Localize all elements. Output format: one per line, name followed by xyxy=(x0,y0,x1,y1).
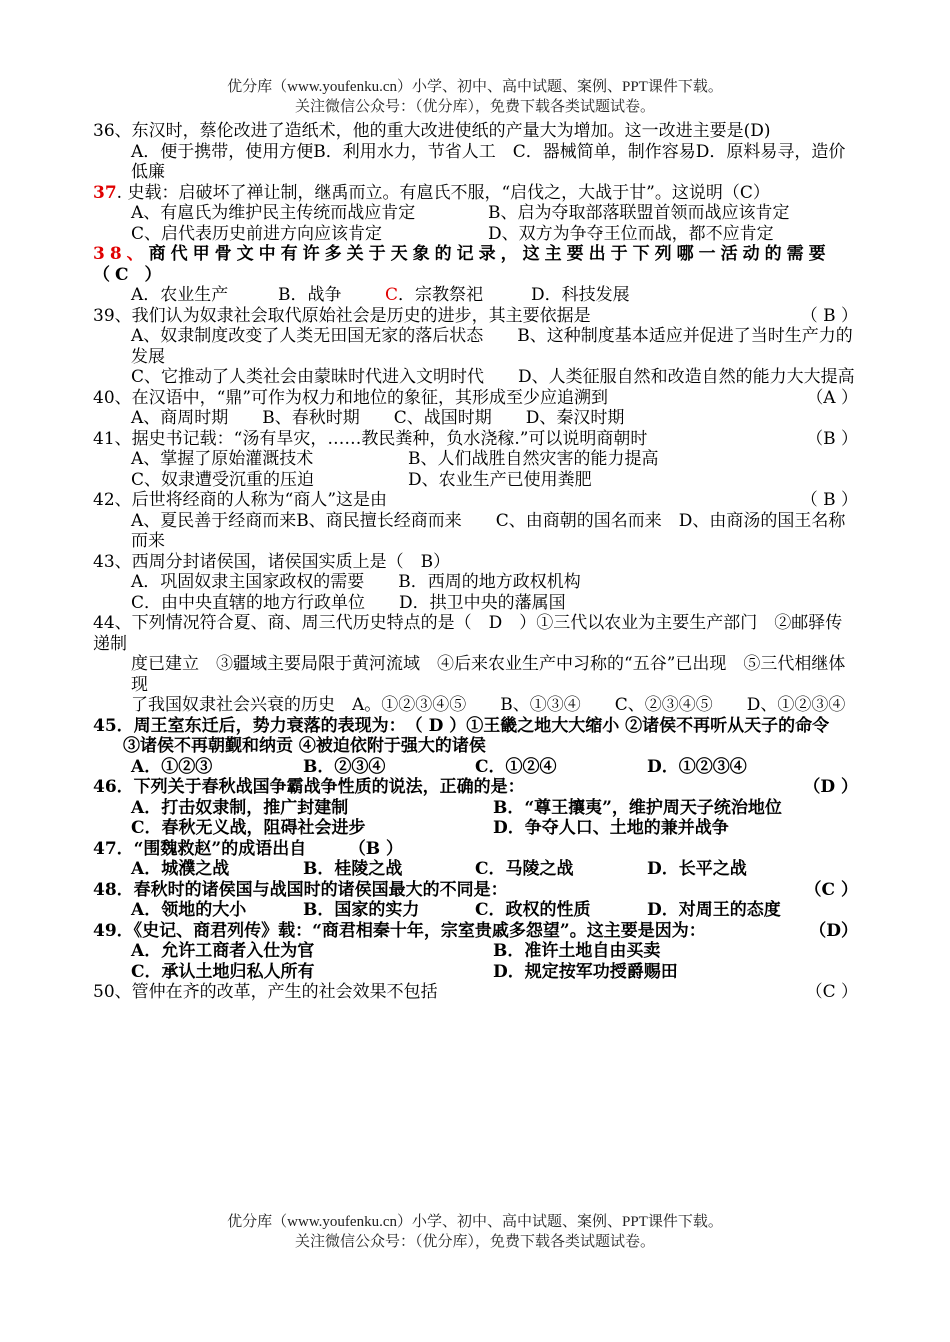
question-42-stem-line xyxy=(93,490,858,511)
question-47-option-d: D．长平之战 xyxy=(647,859,747,879)
question-48-option-d: D．对周王的态度 xyxy=(647,900,781,920)
question-40 xyxy=(93,388,858,429)
question-49-stem: 49．《史记、商君列传》载：“商君相秦十年，宗室贵戚多怨望”。这主要是因为： xyxy=(93,920,706,941)
question-40-options: A、商周时期 B、春秋时期 C、战国时期 D、秦汉时期 xyxy=(131,408,625,428)
question-47-options-row xyxy=(93,859,858,880)
question-46-stem-line xyxy=(93,777,858,798)
question-list xyxy=(93,121,858,1003)
page-footer xyxy=(0,1212,950,1252)
question-46-option-b: B．“尊王攘夷”，维护周天子统治地位 xyxy=(493,797,782,818)
question-37-options-row-2 xyxy=(93,224,858,245)
question-45-option-d: D．①②③④ xyxy=(647,756,747,777)
question-42 xyxy=(93,490,858,552)
question-41-option-d: D、农业生产已使用粪肥 xyxy=(408,469,592,490)
question-37-option-c: C、启代表历史前进方向应该肯定 xyxy=(131,223,383,244)
question-47-option-c: C．马陵之战 xyxy=(475,859,574,879)
question-36-options: A．便于携带，使用方便B．利用水力，节省人工 C．器械简单，制作容易D．原料易寻，造价低廉 xyxy=(131,141,846,182)
question-40-answer: （A ） xyxy=(806,387,858,408)
question-48-answer: （C ） xyxy=(804,879,858,900)
question-44-line-2: 度已建立 ③疆域主要局限于黄河流域 ④后来农业生产中习称的“五谷”已出现 ⑤三代相继体现 xyxy=(131,654,846,695)
question-38-text: 商代甲骨文中有许多关于天象的记录，这主要出于下列哪一活动的需要（C ） xyxy=(93,244,831,285)
question-38-stem xyxy=(93,244,858,285)
question-45-stem: 45．周王室东迁后，势力衰落的表现为： （ D ）①王畿之地大大缩小 ②诸侯不再听从天子的命令 xyxy=(93,715,830,736)
question-47-stem: 47．“围魏救赵”的成语出自 （B ） xyxy=(93,838,404,859)
question-37-number: 37 xyxy=(93,182,117,203)
question-36-stem: 36、东汉时，蔡伦改进了造纸术，他的重大改进使纸的产量大为增加。这一改进主要是(D) xyxy=(93,121,771,141)
header-line-2: 关注微信公众号：（优分库），免费下载各类试题试卷。 xyxy=(294,99,655,115)
question-47-option-a: A．城濮之战 xyxy=(131,859,230,879)
question-42-options: A、夏民善于经商而来B、商民擅长经商而来 C、由商朝的国名而来 D、由商汤的国王名称而来 xyxy=(131,510,846,551)
footer-line-2: 关注微信公众号：（优分库），免费下载各类试题试卷。 xyxy=(294,1234,655,1250)
question-41-option-a: A、掌握了原始灌溉技术 xyxy=(131,449,314,469)
question-50-answer: （C ） xyxy=(805,982,858,1002)
question-37-stem xyxy=(93,183,858,204)
question-39 xyxy=(93,306,858,388)
footer-line-1: 优分库（www.youfenku.cn）小学、初中、高中试题、案例、PPT课件下载。 xyxy=(227,1214,723,1230)
question-41-options-row-1 xyxy=(93,449,858,470)
question-47-option-b: B．桂陵之战 xyxy=(303,859,403,879)
question-38-option-c-text: ．宗教祭祀 xyxy=(398,285,484,305)
question-46-option-d: D．争夺人口、土地的兼并战争 xyxy=(493,818,729,838)
question-37-option-a: A、有扈氏为维护民主传统而战应肯定 xyxy=(131,203,416,223)
question-39-stem: 39、我们认为奴隶社会取代原始社会是历史的进步，其主要依据是 xyxy=(93,305,591,326)
question-39-stem-line xyxy=(93,306,858,327)
question-38-option-c xyxy=(385,285,531,306)
question-44-stem: 44、下列情况符合夏、商、周三代历史特点的是（ D ）①三代以农业为主要生产部门 ②邮驿传递制 xyxy=(93,613,843,654)
question-43 xyxy=(93,552,858,614)
question-37 xyxy=(93,183,858,245)
question-38-number: 38、 xyxy=(93,244,149,264)
question-39-options-ab: A、奴隶制度改变了人类无田国无家的落后状态 B、这种制度基本适应并促进了当时生产力的发展 xyxy=(131,326,853,367)
question-41-options-row-2 xyxy=(93,470,858,491)
question-48-options-row xyxy=(93,900,858,921)
question-44 xyxy=(93,613,858,716)
question-37-option-b: B、启为夺取部落联盟首领而战应该肯定 xyxy=(488,203,790,223)
question-47 xyxy=(93,839,858,880)
question-49-options-row-2 xyxy=(93,962,858,983)
question-49-options-row-1 xyxy=(93,941,858,962)
question-38-option-a: A．农业生产 xyxy=(131,285,229,305)
question-39-answer: （ B ） xyxy=(800,305,858,326)
question-38-option-b: B．战争 xyxy=(278,285,342,305)
question-49-option-b: B．准许土地自由买卖 xyxy=(493,941,661,961)
question-42-stem: 42、后世将经商的人称为“商人”这是由 xyxy=(93,490,388,510)
question-49-option-a: A．允许工商者入仕为官 xyxy=(131,941,315,961)
question-45 xyxy=(93,716,858,778)
question-49-stem-line xyxy=(93,921,858,942)
question-40-stem: 40、在汉语中，“鼎”可作为权力和地位的象征，其形成至少应追溯到 xyxy=(93,387,609,408)
question-48-stem: 48．春秋时的诸侯国与战国时的诸侯国最大的不同是： xyxy=(93,879,508,900)
question-46-answer: （D ） xyxy=(803,777,858,797)
question-43-options-ab: A．巩固奴隶主国家政权的需要 B．西周的地方政权机构 xyxy=(131,572,581,592)
question-41-stem-line xyxy=(93,429,858,450)
question-45-option-a: A．①②③ xyxy=(131,756,213,777)
question-48 xyxy=(93,880,858,921)
question-42-answer: （ B ） xyxy=(800,490,858,510)
question-37-options-row-1 xyxy=(93,203,858,224)
question-44-line-3: 了我国奴隶社会兴衰的历史 A。①②③④⑤ B、①③④ C、②③④⑤ D、①②③④ xyxy=(131,695,846,715)
question-45-option-b: B．②③④ xyxy=(303,756,386,777)
question-49-answer: （D） xyxy=(809,920,858,941)
question-37-option-d: D、双方为争夺王位而战，都不应肯定 xyxy=(488,223,774,244)
question-41-option-b: B、人们战胜自然灾害的能力提高 xyxy=(408,449,659,469)
question-37-text: . 史载：启破坏了禅让制，继禹而立。有扈氏不服，“启伐之，大战于甘”。这说明（C） xyxy=(116,182,770,203)
question-48-option-b: B．国家的实力 xyxy=(303,900,420,920)
question-48-option-a: A．领地的大小 xyxy=(131,900,247,920)
question-45-line-2: ③诸侯不再朝觐和纳贡 ④被迫依附于强大的诸侯 xyxy=(123,736,486,756)
question-38 xyxy=(93,244,858,306)
question-45-options-row xyxy=(93,757,858,778)
question-45-option-c: C．①②④ xyxy=(475,756,557,777)
question-46 xyxy=(93,777,858,839)
question-50-stem-line xyxy=(93,982,858,1003)
question-38-option-d: D．科技发展 xyxy=(531,285,630,305)
question-43-options-cd: C．由中央直辖的地方行政单位 D．拱卫中央的藩属国 xyxy=(131,592,566,613)
question-48-option-c: C．政权的性质 xyxy=(475,900,591,920)
header-line-1: 优分库（www.youfenku.cn）小学、初中、高中试题、案例、PPT课件下载。 xyxy=(227,79,723,95)
question-49-option-c: C．承认土地归私人所有 xyxy=(131,961,315,982)
question-39-options-cd: C、它推动了人类社会由蒙昧时代进入文明时代 D、人类征服自然和改造自然的能力大大提高 xyxy=(131,367,855,387)
question-46-options-row-2 xyxy=(93,818,858,839)
question-46-options-row-1 xyxy=(93,798,858,819)
question-50 xyxy=(93,982,858,1003)
page-header xyxy=(0,77,950,117)
question-36 xyxy=(93,121,858,183)
question-41-answer: （B ） xyxy=(806,428,858,449)
question-43-stem: 43、西周分封诸侯国，诸侯国实质上是（ B） xyxy=(93,551,451,572)
question-46-stem: 46．下列关于春秋战国争霸战争性质的说法，正确的是： xyxy=(93,777,525,797)
question-38-options-row xyxy=(93,285,858,306)
question-50-stem: 50、管仲在齐的改革，产生的社会效果不包括 xyxy=(93,982,438,1002)
question-49 xyxy=(93,921,858,983)
question-38-option-c-letter: C xyxy=(385,285,399,305)
question-48-stem-line xyxy=(93,880,858,901)
question-41-stem: 41、据史书记载：“汤有旱灾，……教民粪种，负水浇稼.”可以说明商朝时 xyxy=(93,428,648,449)
question-46-option-a: A．打击奴隶制，推广封建制 xyxy=(131,797,349,818)
question-40-stem-line xyxy=(93,388,858,409)
question-49-option-d: D．规定按军功授爵赐田 xyxy=(493,961,678,982)
question-46-option-c: C．春秋无义战，阻碍社会进步 xyxy=(131,818,366,838)
question-41 xyxy=(93,429,858,491)
question-41-option-c: C、奴隶遭受沉重的压迫 xyxy=(131,469,315,490)
